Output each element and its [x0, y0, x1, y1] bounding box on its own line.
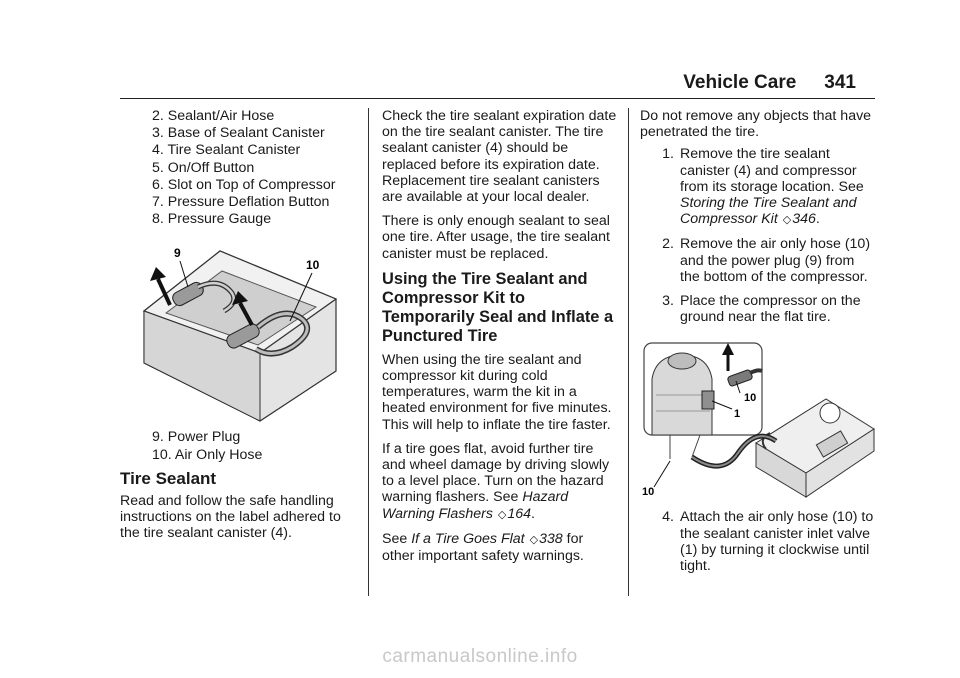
step-number: 3.	[662, 293, 674, 310]
step-text: Remove the tire sealant canister (4) and compressor from its storage location. See	[680, 146, 864, 195]
paragraph-text: See	[382, 530, 412, 547]
list-item: 9. Power Plug	[152, 429, 241, 446]
column-divider-1	[368, 108, 369, 596]
page-ref-icon: ◇	[782, 214, 792, 227]
list-item: 5. On/Off Button	[152, 159, 255, 176]
parts-list	[152, 108, 352, 227]
list-item: 2. Sealant/Air Hose	[152, 108, 275, 124]
paragraph: Read and follow the safe handling instructions on the label adhered to the tire sealant canister (4).	[120, 493, 341, 542]
step-number: 2.	[662, 236, 674, 253]
page-reference[interactable]: 164	[507, 505, 532, 522]
page-number: 341	[824, 72, 856, 93]
column-2	[382, 108, 618, 572]
list-item: 3. Base of Sealant Canister	[152, 125, 325, 142]
paragraph-text: If a tire goes flat, avoid further tire and wheel damage by driving slowly to a level place. Turn on the hazard warning flashers. See	[382, 440, 610, 506]
cross-reference-link[interactable]: If a Tire Goes Flat	[411, 530, 525, 547]
column-1	[120, 108, 352, 550]
watermark: carmanualsonline.info	[382, 646, 578, 667]
callout-label: 10	[744, 392, 757, 405]
list-item: 6. Slot on Top of Compressor	[152, 176, 336, 193]
steps-list-2	[640, 509, 876, 574]
page-ref-icon: ◇	[529, 533, 539, 546]
paragraph	[382, 531, 618, 564]
list-item: 1. Remove the tire sealant canister (4) and compressor from its storage location. See Storing the Tire Sealant and Compressor Kit ◇346.	[640, 146, 876, 228]
callout-label: 10	[642, 486, 655, 499]
list-item	[640, 509, 876, 574]
sealant-canister-drawing	[652, 353, 714, 435]
paragraph-text: for other important safety warnings.	[382, 530, 584, 565]
step-number: 4.	[662, 509, 674, 526]
paragraph: If a tire goes flat, avoid further tire and wheel damage by driving slowly to a level place. Turn on the hazard warning flashers. See Hazard Warning Flashers ◇164.	[382, 440, 610, 522]
compressor-drawing	[756, 399, 874, 497]
list-item	[640, 293, 876, 325]
page-ref-icon: ◇	[497, 508, 507, 521]
column-3	[640, 108, 876, 582]
paragraph: When using the tire sealant and compressor kit during cold temperatures, warm the kit in a heated environment for five minutes. This will help to inflate the tire faster.	[382, 351, 612, 433]
section-heading: Tire Sealant	[120, 468, 217, 488]
list-item: 4. Tire Sealant Canister	[152, 142, 301, 159]
steps-list	[640, 146, 876, 325]
callout-label: 9	[174, 246, 181, 261]
callout-label: 1	[734, 408, 741, 421]
column-divider-2	[628, 108, 629, 596]
page-reference[interactable]: 338	[539, 530, 563, 547]
cross-reference-link[interactable]: Storing the Tire Sealant and Compressor Kit	[680, 195, 857, 228]
header-rule	[120, 98, 875, 99]
compressor-storage-illustration	[140, 241, 340, 423]
step-number: 1.	[662, 146, 674, 163]
paragraph: Do not remove any objects that have penetrated the tire.	[640, 108, 872, 141]
page-reference[interactable]: 346	[792, 211, 816, 228]
list-item: 7. Pressure Deflation Button	[152, 194, 330, 211]
paragraph: There is only enough sealant to seal one tire. After usage, the tire sealant canister must be replaced.	[382, 213, 610, 262]
step-text: Remove the air only hose (10) and the power plug (9) from the bottom of the compressor.	[680, 236, 871, 285]
list-item: 8. Pressure Gauge	[152, 211, 272, 228]
section-heading: Using the Tire Sealant and Compressor Kit to Temporarily Seal and Inflate a Punctured Tire	[382, 269, 614, 345]
section-title: Vehicle Care	[683, 72, 797, 93]
list-item: 10. Air Only Hose	[152, 446, 263, 463]
step-text: Attach the air only hose (10) to the sealant canister inlet valve (1) by turning it clockwise until tight.	[680, 509, 874, 575]
cross-reference-link[interactable]: Hazard Warning Flashers	[382, 489, 569, 522]
hose-connection-illustration	[640, 339, 876, 499]
callout-label: 10	[306, 258, 320, 273]
step-text: Place the compressor on the ground near the flat tire.	[680, 293, 861, 326]
page-header	[683, 70, 856, 96]
list-item	[640, 236, 876, 285]
parts-list-2	[152, 429, 352, 462]
paragraph: Check the tire sealant expiration date on the tire sealant canister. The tire sealant canister (4) should be replaced before its expiration date. Replacement tire sealant canisters are available at your local dealer.	[382, 108, 617, 206]
